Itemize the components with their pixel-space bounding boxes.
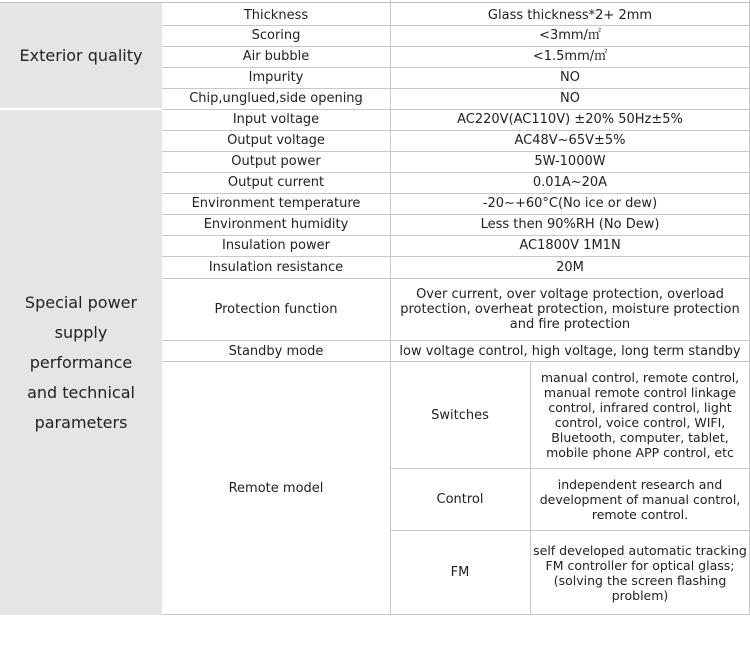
remote-switches-label: Switches — [431, 407, 489, 423]
column-divider — [390, 0, 391, 615]
row-divider — [162, 193, 750, 194]
column-divider — [530, 362, 531, 615]
value-env-humidity: Less then 90%RH (No Dew) — [480, 217, 660, 232]
value-input-voltage: AC220V(AC110V) ±20% 50Hz±5% — [457, 112, 683, 127]
row-divider — [162, 614, 750, 615]
row-divider — [162, 340, 750, 341]
row-divider — [162, 46, 750, 47]
param-insulation-resistance: Insulation resistance — [208, 259, 344, 275]
row-divider — [162, 130, 750, 131]
value-output-current: 0.01A~20A — [532, 175, 608, 190]
param-input-voltage: Input voltage — [232, 112, 320, 127]
value-insulation-resistance: 20M — [556, 259, 584, 275]
row-divider — [162, 109, 750, 110]
value-env-temp: -20~+60°C(No ice or dew) — [482, 196, 658, 211]
param-chip: Chip,unglued,side opening — [189, 91, 363, 106]
category-power-label — [25, 288, 137, 438]
row-divider — [162, 361, 750, 362]
row-divider — [162, 256, 750, 257]
category-power-line-2: supply — [54, 322, 108, 342]
param-protection: Protection function — [214, 302, 338, 317]
value-scoring: <3mm/㎡ — [539, 28, 601, 43]
param-output-power: Output power — [231, 154, 321, 169]
row-divider — [390, 530, 750, 531]
param-output-current: Output current — [227, 175, 325, 190]
category-power-line-1: Special power — [24, 292, 138, 312]
remote-fm-label: FM — [450, 565, 470, 580]
row-divider — [162, 235, 750, 236]
value-protection: Over current, over voltage protection, overload protection, overheat protection, moisture protection and fire protection — [400, 287, 740, 332]
row-divider — [162, 151, 750, 152]
value-standby: low voltage control, high voltage, long term standby — [399, 344, 741, 359]
spec-table — [162, 0, 750, 615]
remote-fm-value: self developed automatic tracking FM controller for optical glass; (solving the screen flashing problem) — [533, 542, 747, 603]
value-chip: NO — [560, 91, 580, 106]
value-air-bubble: <1.5mm/㎡ — [532, 49, 608, 64]
param-air-bubble: Air bubble — [242, 49, 310, 64]
value-output-power: 5W-1000W — [534, 154, 606, 169]
param-insulation-power: Insulation power — [222, 238, 330, 253]
value-impurity: NO — [560, 70, 580, 85]
remote-switches-value: manual control, remote control, manual remote control linkage control, infrared control, light control, voice control, WIFI, Bluetooth, computer, tablet, mobile phone APP control, etc — [540, 370, 740, 460]
category-special-power — [0, 110, 162, 615]
remote-control-label: Control — [436, 491, 484, 507]
category-exterior-quality — [0, 3, 162, 108]
row-divider — [162, 172, 750, 173]
row-divider — [162, 25, 750, 26]
row-divider — [390, 468, 750, 469]
category-power-line-4: and technical — [27, 382, 135, 402]
value-insulation-power: AC1800V 1M1N — [519, 238, 621, 253]
row-divider — [162, 67, 750, 68]
param-impurity: Impurity — [248, 70, 304, 85]
remote-control-value: independent research and development of manual control, remote control. — [539, 476, 741, 522]
category-exterior-label: Exterior quality — [19, 45, 143, 65]
row-divider — [162, 88, 750, 89]
param-env-temp: Environment temperature — [191, 196, 361, 211]
value-thickness: Glass thickness*2+ 2mm — [487, 7, 653, 23]
param-standby: Standby mode — [228, 344, 324, 359]
row-divider — [162, 214, 750, 215]
param-env-humidity: Environment humidity — [203, 217, 349, 232]
param-scoring: Scoring — [251, 28, 301, 43]
value-output-voltage: AC48V~65V±5% — [514, 133, 626, 148]
param-thickness: Thickness — [243, 7, 309, 23]
category-power-line-3: performance — [29, 352, 133, 372]
category-power-line-5: parameters — [34, 412, 128, 432]
row-divider — [162, 278, 750, 279]
param-remote-model: Remote model — [228, 481, 324, 496]
param-output-voltage: Output voltage — [227, 133, 325, 148]
